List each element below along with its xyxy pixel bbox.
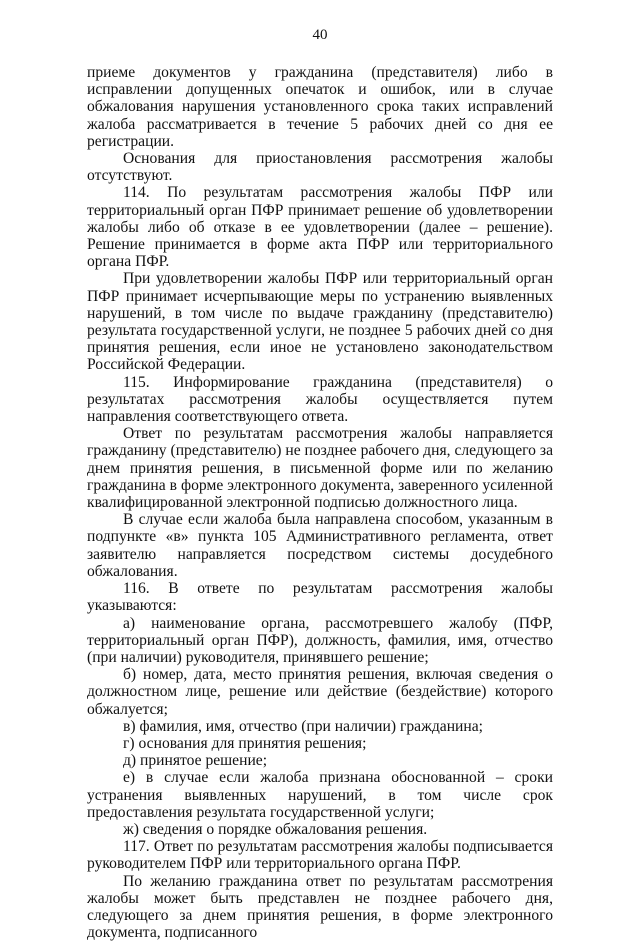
list-item: в) фамилия, имя, отчество (при наличии) гражданина; <box>123 717 483 735</box>
paragraph: 115. Информирование гражданина (представителя) о результатах рассмотрения жалобы осуществляется путем направления соответствующего ответа. <box>87 373 553 426</box>
paragraph: приеме документов у гражданина (представителя) либо в исправлении допущенных опечаток и ошибок, или в случае обжалования нарушения установленного срока таких исправлений жалоба рассматривается в течение 5 рабочих дней со дня ее регистрации. <box>87 64 553 150</box>
paragraph: Основания для приостановления рассмотрения жалобы отсутствуют. <box>87 150 553 185</box>
list-item: д) принятое решение; <box>123 752 268 770</box>
document-body <box>87 64 553 941</box>
paragraph: При удовлетворении жалобы ПФР или территориальный орган ПФР принимает исчерпывающие меры по устранению выявленных нарушений, в том числе по выдаче гражданину (представителю) результата государственной услуги, не позднее 5 рабочих дней со дня принятия решения, если иное не установлено законодательством Российской Федерации. <box>87 270 553 374</box>
paragraph: По желанию гражданина ответ по результатам рассмотрения жалобы может быть представлен не позднее рабочего дня, следующего за днем принятия решения, в форме электронного документа, подписанного <box>87 872 553 941</box>
paragraph: 114. По результатам рассмотрения жалобы ПФР или территориальный орган ПФР принимает решение об удовлетворении жалобы либо об отказе в ее удовлетворении (далее – решение). Решение принимается в форме акта ПФР или территориального органа ПФР. <box>87 184 553 271</box>
list-item: ж) сведения о порядке обжалования решения. <box>123 820 428 838</box>
list-item: е) в случае если жалоба признана обоснованной – сроки устранения выявленных нарушений, в том числе срок предоставления результата государственной услуги; <box>87 769 553 821</box>
paragraph: Ответ по результатам рассмотрения жалобы направляется гражданину (представителю) не позднее рабочего дня, следующего за днем принятия решения, в письменной форме или по желанию гражданина в форме электронного документа, заверенного усиленной квалифицированной электронной подписью должностного лица. <box>87 425 553 512</box>
paragraph: В случае если жалоба была направлена способом, указанным в подпункте «в» пункта 105 Административного регламента, ответ заявителю направляется посредством системы досудебного обжалования. <box>87 511 553 580</box>
list-item: а) наименование органа, рассмотревшего жалобу (ПФР, территориальный орган ПФР), должность, фамилия, имя, отчество (при наличии) руководителя, принявшего решение; <box>87 614 553 666</box>
paragraph: 117. Ответ по результатам рассмотрения жалобы подписывается руководителем ПФР или территориального органа ПФР. <box>87 838 553 873</box>
paragraph: 116. В ответе по результатам рассмотрения жалобы указываются: <box>87 580 553 615</box>
list-item: г) основания для принятия решения; <box>123 734 367 752</box>
list-item: б) номер, дата, место принятия решения, включая сведения о должностном лице, решение или действие (бездействие) которого обжалуется; <box>87 666 553 718</box>
page-number: 40 <box>312 27 328 43</box>
